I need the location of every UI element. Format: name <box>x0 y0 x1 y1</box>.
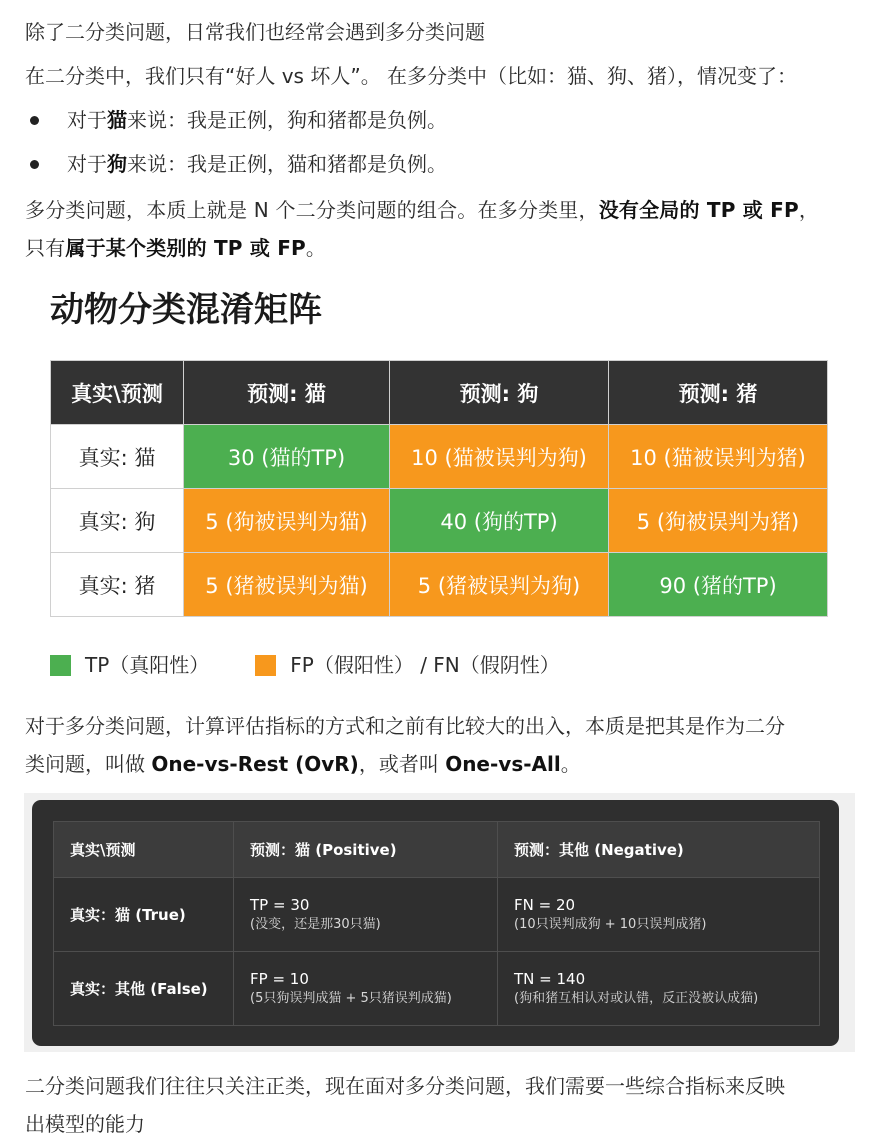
matrix-cell-error: 10 (猫被误判为猪) <box>609 425 828 489</box>
matrix-row-header: 真实: 狗 <box>51 489 184 553</box>
matrix-cell-tp: 40 (狗的TP) <box>390 489 609 553</box>
matrix-title: 动物分类混淆矩阵 <box>50 290 322 330</box>
legend-label-tp: TP（真阳性） <box>85 653 210 677</box>
matrix-row-header: 真实: 猪 <box>51 553 184 617</box>
ovr-row-header: 真实：其他 (False) <box>54 952 234 1026</box>
matrix-cell-error: 10 (猫被误判为狗) <box>390 425 609 489</box>
matrix-legend <box>50 649 560 681</box>
matrix-corner-header: 真实\预测 <box>51 361 184 425</box>
ovr-corner-header: 真实\预测 <box>54 822 234 878</box>
ovr-cell: FP = 10 (5只狗误判成猫 + 5只猪误判成猫) <box>234 952 498 1026</box>
ovr-line-1: 对于多分类问题，计算评估指标的方式和之前有比较大的出入，本质是把其是作为二分 <box>25 714 785 738</box>
multiclass-summary: 多分类问题，本质上就是 N 个二分类问题的组合。在多分类里，没有全局的 TP 或 FP， 只有属于某个类别的 TP 或 FP。 <box>25 198 820 260</box>
ovr-table <box>53 821 820 1026</box>
matrix-cell-tp: 90 (猪的TP) <box>609 553 828 617</box>
closing-paragraph: 二分类问题我们往往只关注正类，现在面对多分类问题，我们需要一些综合指标来反映 出模型的能力 <box>25 1074 785 1136</box>
ovr-cell: TP = 30 (没变，还是那30只猫) <box>234 878 498 952</box>
confusion-matrix <box>50 360 828 617</box>
ovr-row-header: 真实：猫 (True) <box>54 878 234 952</box>
matrix-cell-error: 5 (狗被误判为猫) <box>184 489 390 553</box>
matrix-col-header: 预测: 狗 <box>390 361 609 425</box>
ovr-row <box>54 878 820 952</box>
intro-line-2: 在二分类中，我们只有“好人 vs 坏人”。 在多分类中（比如：猫、狗、猪），情况变了： <box>25 64 798 88</box>
ovr-panel <box>32 800 839 1046</box>
ovr-row <box>54 952 820 1026</box>
matrix-cell-error: 5 (狗被误判为猪) <box>609 489 828 553</box>
matrix-col-header: 预测: 猪 <box>609 361 828 425</box>
matrix-row <box>51 489 828 553</box>
matrix-col-header: 预测: 猫 <box>184 361 390 425</box>
matrix-row <box>51 553 828 617</box>
matrix-cell-error: 5 (猪被误判为狗) <box>390 553 609 617</box>
ovr-cell: TN = 140 (狗和猪互相认对或认错，反正没被认成猫) <box>498 952 820 1026</box>
intro-line-1: 除了二分类问题，日常我们也经常会遇到多分类问题 <box>25 20 485 44</box>
ovr-col-header: 预测：其他 (Negative) <box>498 822 820 878</box>
legend-label-fp-fn: FP（假阳性） / FN（假阴性） <box>290 653 560 677</box>
ovr-line-2: 类问题，叫做 One-vs-Rest (OvR)，或者叫 One-vs-All。 <box>25 752 581 776</box>
matrix-row <box>51 425 828 489</box>
matrix-cell-error: 5 (猪被误判为猫) <box>184 553 390 617</box>
bullet-dot-icon <box>30 160 39 169</box>
legend-swatch-tp <box>50 655 71 676</box>
matrix-cell-tp: 30 (猫的TP) <box>184 425 390 489</box>
legend-swatch-fp-fn <box>255 655 276 676</box>
ovr-cell: FN = 20 (10只误判成狗 + 10只误判成猪) <box>498 878 820 952</box>
ovr-col-header: 预测：猫 (Positive) <box>234 822 498 878</box>
matrix-row-header: 真实: 猫 <box>51 425 184 489</box>
ovr-panel-frame <box>24 793 855 1052</box>
bullet-dot-icon <box>30 116 39 125</box>
